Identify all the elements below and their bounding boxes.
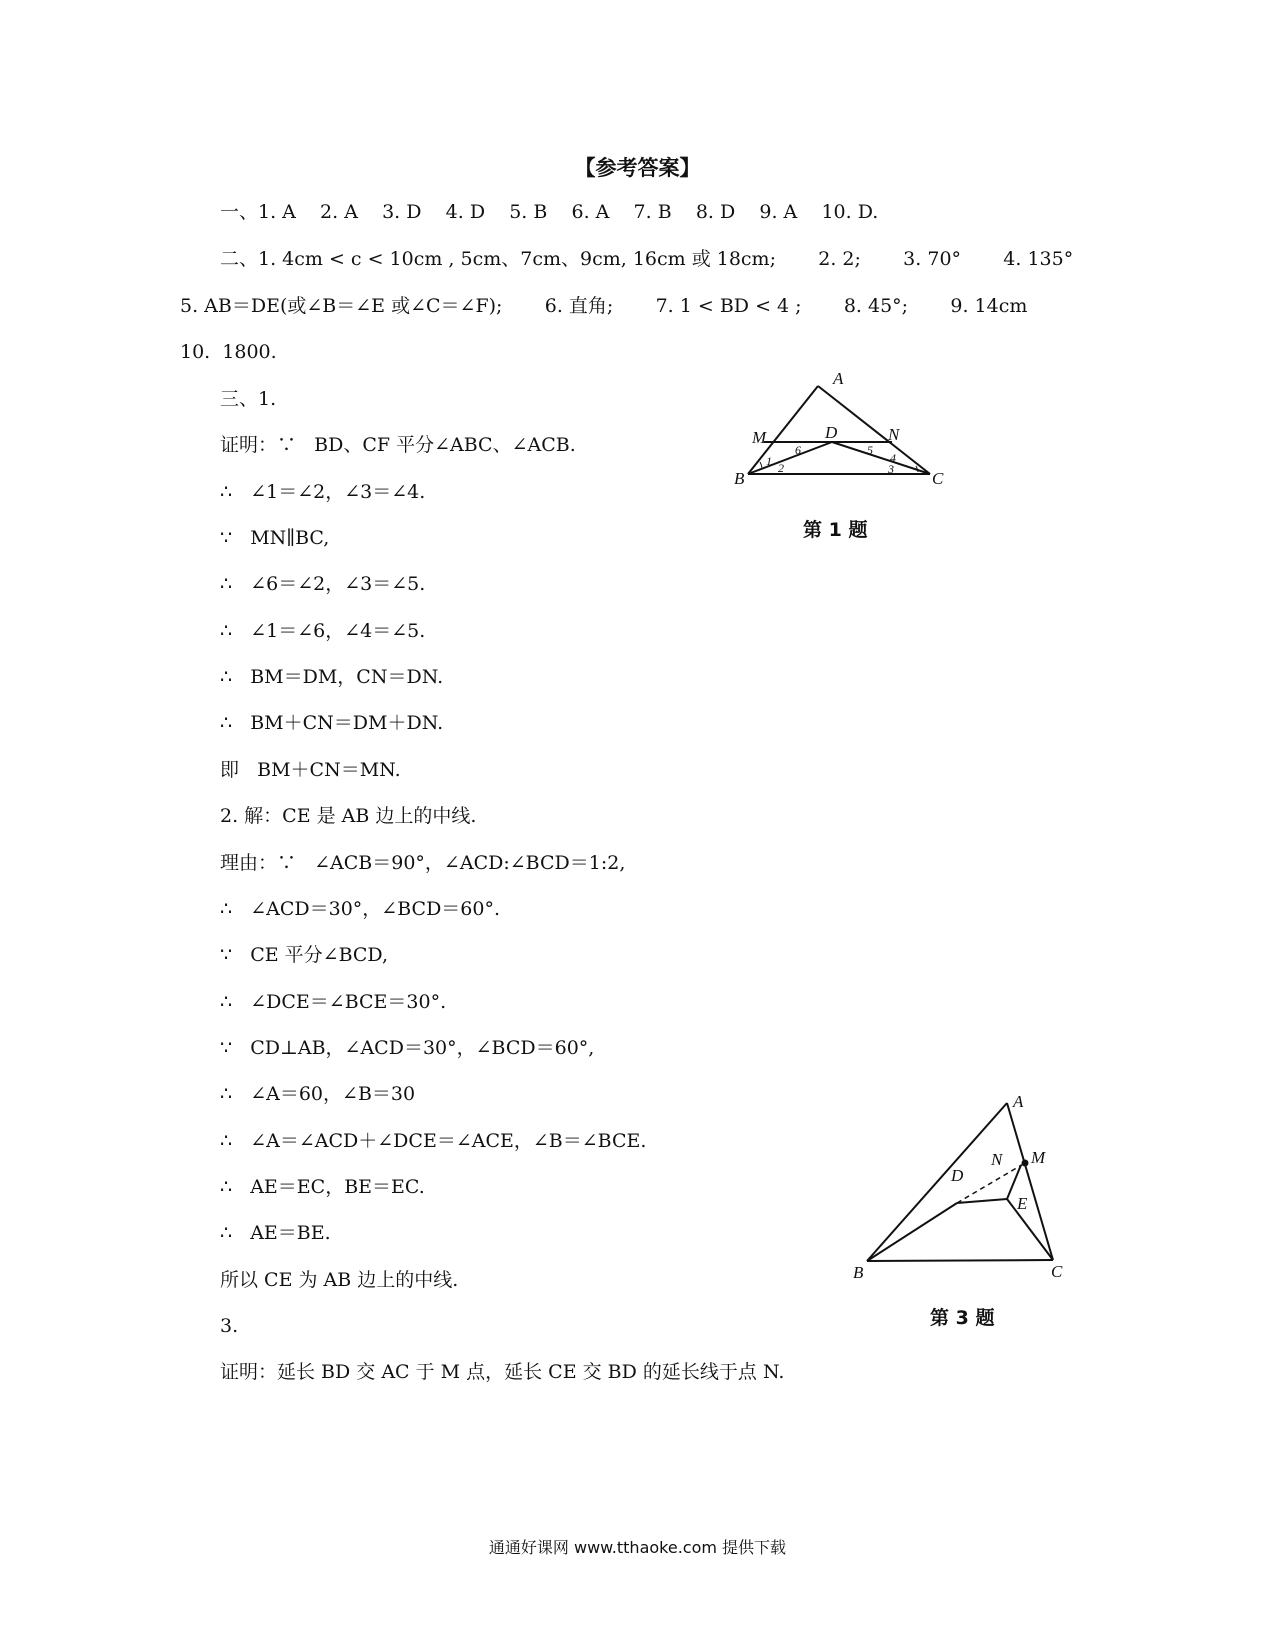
label-b: B [853,1263,864,1282]
answer-part1: 一、1. A 2. A 3. D 4. D 5. B 6. A 7. B 8. D 9. A 10. D. [220,201,879,223]
label-d: D [825,423,838,442]
label-a: A [833,370,844,388]
answer-part2-line2: 5. AB＝DE(或∠B＝∠E 或∠C＝∠F); 6. 直角; 7. 1 < BD < 4 ; 8. 45°; 9. 14cm [180,295,1028,317]
line-dc [832,442,930,474]
proof2-line: ∵ CE 平分∠BCD, [220,944,389,966]
figure-3-caption: 第 3 题 [930,1307,995,1329]
proof2-line: ∴ ∠A＝∠ACD＋∠DCE＝∠ACE，∠B＝∠BCE. [220,1130,647,1152]
proof2-line: ∴ ∠A＝60，∠B＝30 [220,1083,416,1105]
answer-part2-line1: 二、1. 4cm < c < 10cm , 5cm、7cm、9cm, 16cm 或 18cm; 2. 2; 3. 70° 4. 135° [220,248,1074,270]
label-a: A [1013,1092,1024,1111]
figure-1-diagram [720,370,960,500]
line-ec [1007,1199,1053,1260]
proof2-line: ∵ CD⊥AB，∠ACD＝30°，∠BCD＝60°, [220,1037,595,1059]
angle-label-3: 3 [888,462,894,476]
proof1-line: 即 BM＋CN＝MN. [220,759,401,781]
point-m [1023,1161,1028,1166]
proof2-line: ∴ ∠DCE＝∠BCE＝30°. [220,991,447,1013]
answer-part2-line3: 10. 1800. [180,341,277,363]
proof1-line: ∴ ∠6＝∠2，∠3＝∠5. [220,573,426,595]
line-de [957,1199,1007,1203]
line-bc [867,1260,1053,1261]
proof2-line: ∴ ∠ACD＝30°，∠BCD＝60°. [220,898,501,920]
angle-label-1: 1 [766,454,772,468]
proof1-line: ∵ MN∥BC, [220,527,330,549]
proof2-line: 所以 CE 为 AB 边上的中线. [220,1269,459,1291]
label-m: M [752,428,767,447]
label-n: N [991,1150,1003,1169]
label-n: N [888,425,900,444]
proof1-line: 证明：∵ BD、CF 平分∠ABC、∠ACB. [220,434,576,456]
page-title: 【参考答案】 [574,156,701,180]
angle-label-4: 4 [890,451,896,465]
angle-label-6: 6 [795,443,801,457]
proof1-line: ∴ BM＝DM，CN＝DN. [220,666,444,688]
label-e: E [1017,1194,1028,1213]
proof1-line: ∴ BM＋CN＝DM＋DN. [220,712,444,734]
label-c: C [1051,1262,1063,1281]
proof3-line: 证明：延长 BD 交 AC 于 M 点，延长 CE 交 BD 的延长线于点 N. [220,1361,785,1383]
figure-3-diagram [845,1085,1075,1295]
figure-1-caption: 第 1 题 [803,519,868,541]
label-d: D [951,1166,964,1185]
answer-part3-label: 三、1. [220,388,277,410]
proof2-line: ∴ AE＝EC，BE＝EC. [220,1176,425,1198]
angle-label-5: 5 [867,443,873,457]
proof2-line: 2. 解：CE 是 AB 边上的中线. [220,805,477,827]
proof2-line: 理由：∵ ∠ACB＝90°，∠ACD:∠BCD＝1:2, [220,852,626,874]
label-m: M [1031,1148,1046,1167]
line-dm-dashed [957,1163,1025,1203]
proof1-line: ∴ ∠1＝∠2，∠3＝∠4. [220,481,426,503]
proof1-line: ∴ ∠1＝∠6，∠4＝∠5. [220,620,426,642]
angle-arc [760,462,762,468]
page-footer: 通通好课网 www.tthaoke.com 提供下载 [488,1538,787,1557]
angle-label-2: 2 [778,461,784,475]
label-c: C [932,469,944,488]
line-ba [867,1103,1007,1261]
question3-label: 3. [220,1315,239,1337]
label-b: B [734,469,745,488]
proof2-line: ∴ AE＝BE. [220,1222,331,1244]
